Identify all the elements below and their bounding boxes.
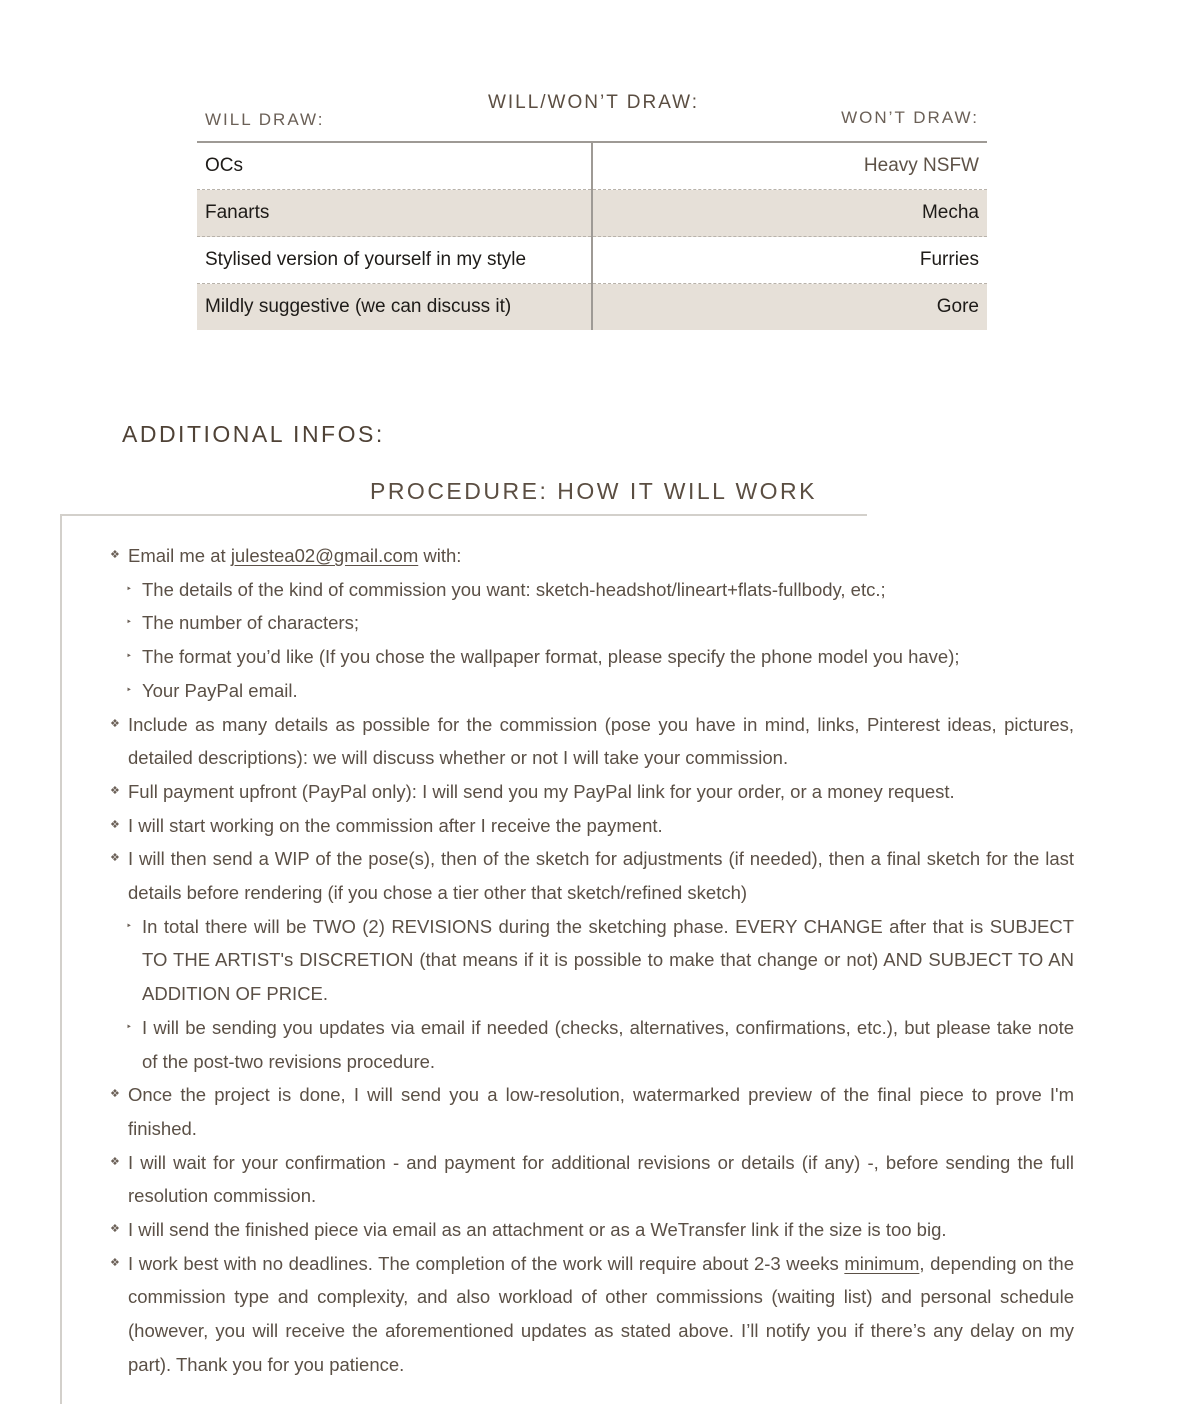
will-draw-header: WILL DRAW:: [205, 110, 325, 129]
wont-draw-cell: Mecha: [921, 202, 979, 223]
list-item: [108, 910, 1074, 1011]
diamond-bullet-icon: ❖: [110, 1155, 120, 1168]
item-text: In total there will be TWO (2) REVISIONS during the sketching phase. EVERY CHANGE after that is SUBJECT TO THE ARTIST's DISCRETION (that means if it is possible to make that change or not) AND SUBJECT TO AN ADDITION OF PRICE.: [142, 915, 1074, 1005]
list-item: [108, 775, 1074, 809]
diamond-bullet-icon: ❖: [110, 1088, 120, 1101]
emphasis-minimum: minimum: [844, 1252, 920, 1274]
diamond-bullet-icon: ❖: [110, 1256, 120, 1269]
will-draw-cell: Fanarts: [205, 202, 270, 223]
item-text: The details of the kind of commission you want: sketch-headshot/lineart+flats-fullbody, etc.;: [142, 578, 886, 600]
diamond-bullet-icon: ❖: [110, 1223, 120, 1236]
item-text: I will start working on the commission after I receive the payment.: [128, 814, 663, 836]
item-text: Once the project is done, I will send you a low-resolution, watermarked preview of the final piece to prove I'm finished.: [128, 1084, 1074, 1139]
list-item: [108, 1011, 1074, 1078]
triangle-bullet-icon: ‣: [126, 684, 132, 696]
item-text: , depending on the commission type and complexity, and also workload of other commissions (waiting list) and personal schedule (however, you will receive the aforementioned updates as stated above. I’ll notify you if there’s any delay on my part). Thank you for you patience.: [128, 1252, 1074, 1375]
list-item: [108, 809, 1074, 843]
diamond-bullet-icon: ❖: [110, 717, 120, 730]
list-item: [108, 1247, 1074, 1382]
item-text: Full payment upfront (PayPal only): I will send you my PayPal link for your order, or a money request.: [128, 780, 955, 802]
will-draw-cell: OCs: [205, 155, 243, 176]
item-text: I will wait for your confirmation - and payment for additional revisions or details (if any) -, before sending the full resolution commission.: [128, 1151, 1074, 1207]
table-row: [197, 190, 987, 237]
additional-infos-title: ADDITIONAL INFOS:: [122, 421, 385, 447]
item-text: with:: [418, 545, 462, 566]
triangle-bullet-icon: ‣: [126, 1021, 132, 1033]
list-item: [108, 606, 1074, 640]
item-text: Your PayPal email.: [142, 679, 298, 701]
triangle-bullet-icon: ‣: [126, 617, 132, 629]
item-text: I work best with no deadlines. The completion of the work will require about 2-3 weeks: [128, 1252, 845, 1274]
triangle-bullet-icon: ‣: [126, 651, 132, 663]
diamond-bullet-icon: ❖: [110, 852, 120, 865]
item-text: The format you’d like (If you chose the wallpaper format, please specify the phone model you have);: [142, 646, 960, 668]
will-wont-table: [197, 104, 987, 330]
list-item: [108, 1146, 1074, 1213]
email-link[interactable]: julestea02@gmail.com: [230, 545, 419, 566]
list-item: [108, 1078, 1074, 1145]
diamond-bullet-icon: ❖: [110, 784, 120, 797]
procedure-list: [108, 539, 1074, 1382]
table-body: [197, 143, 987, 330]
wont-draw-cell: Gore: [936, 296, 979, 317]
item-text: Email me at: [128, 545, 231, 566]
procedure-title: PROCEDURE: HOW IT WILL WORK: [369, 478, 818, 504]
item-text: I will then send a WIP of the pose(s), then of the sketch for adjustments (if needed), then a final sketch for the last details before rendering (if you chose a tier other that sketch/refined sketch): [128, 848, 1074, 904]
list-item: [108, 674, 1074, 708]
will-draw-cell: Stylised version of yourself in my style: [205, 249, 527, 270]
item-text: The number of characters;: [142, 612, 359, 634]
item-text: I will send the finished piece via email as an attachment or as a WeTransfer link if the size is too big.: [128, 1219, 947, 1241]
table-row: [197, 143, 987, 190]
will-wont-title: WILL/WON’T DRAW:: [487, 91, 700, 113]
list-item: [108, 1213, 1074, 1247]
triangle-bullet-icon: ‣: [126, 583, 132, 595]
wont-draw-cell: Heavy NSFW: [863, 155, 979, 176]
list-item: [108, 842, 1074, 909]
item-text: I will be sending you updates via email if needed (checks, alternatives, confirmations, etc.), but please take note of the post-two revisions procedure.: [142, 1016, 1074, 1072]
list-item: [108, 640, 1074, 674]
wont-draw-cell: Furries: [919, 249, 979, 270]
wont-draw-header: WON’T DRAW:: [841, 108, 979, 127]
list-item: [108, 539, 1074, 573]
table-header: [197, 104, 987, 143]
diamond-bullet-icon: ❖: [110, 549, 120, 561]
item-text: Include as many details as possible for the commission (pose you have in mind, links, Pinterest ideas, pictures, detailed descriptions): we will discuss whether or not I will take your commission.: [128, 713, 1074, 769]
list-item: [108, 573, 1074, 607]
triangle-bullet-icon: ‣: [126, 920, 132, 932]
diamond-bullet-icon: ❖: [110, 818, 120, 831]
will-draw-cell: Mildly suggestive (we can discuss it): [205, 296, 512, 317]
list-item: [108, 708, 1074, 775]
table-row: [197, 284, 987, 330]
table-row: [197, 237, 987, 284]
